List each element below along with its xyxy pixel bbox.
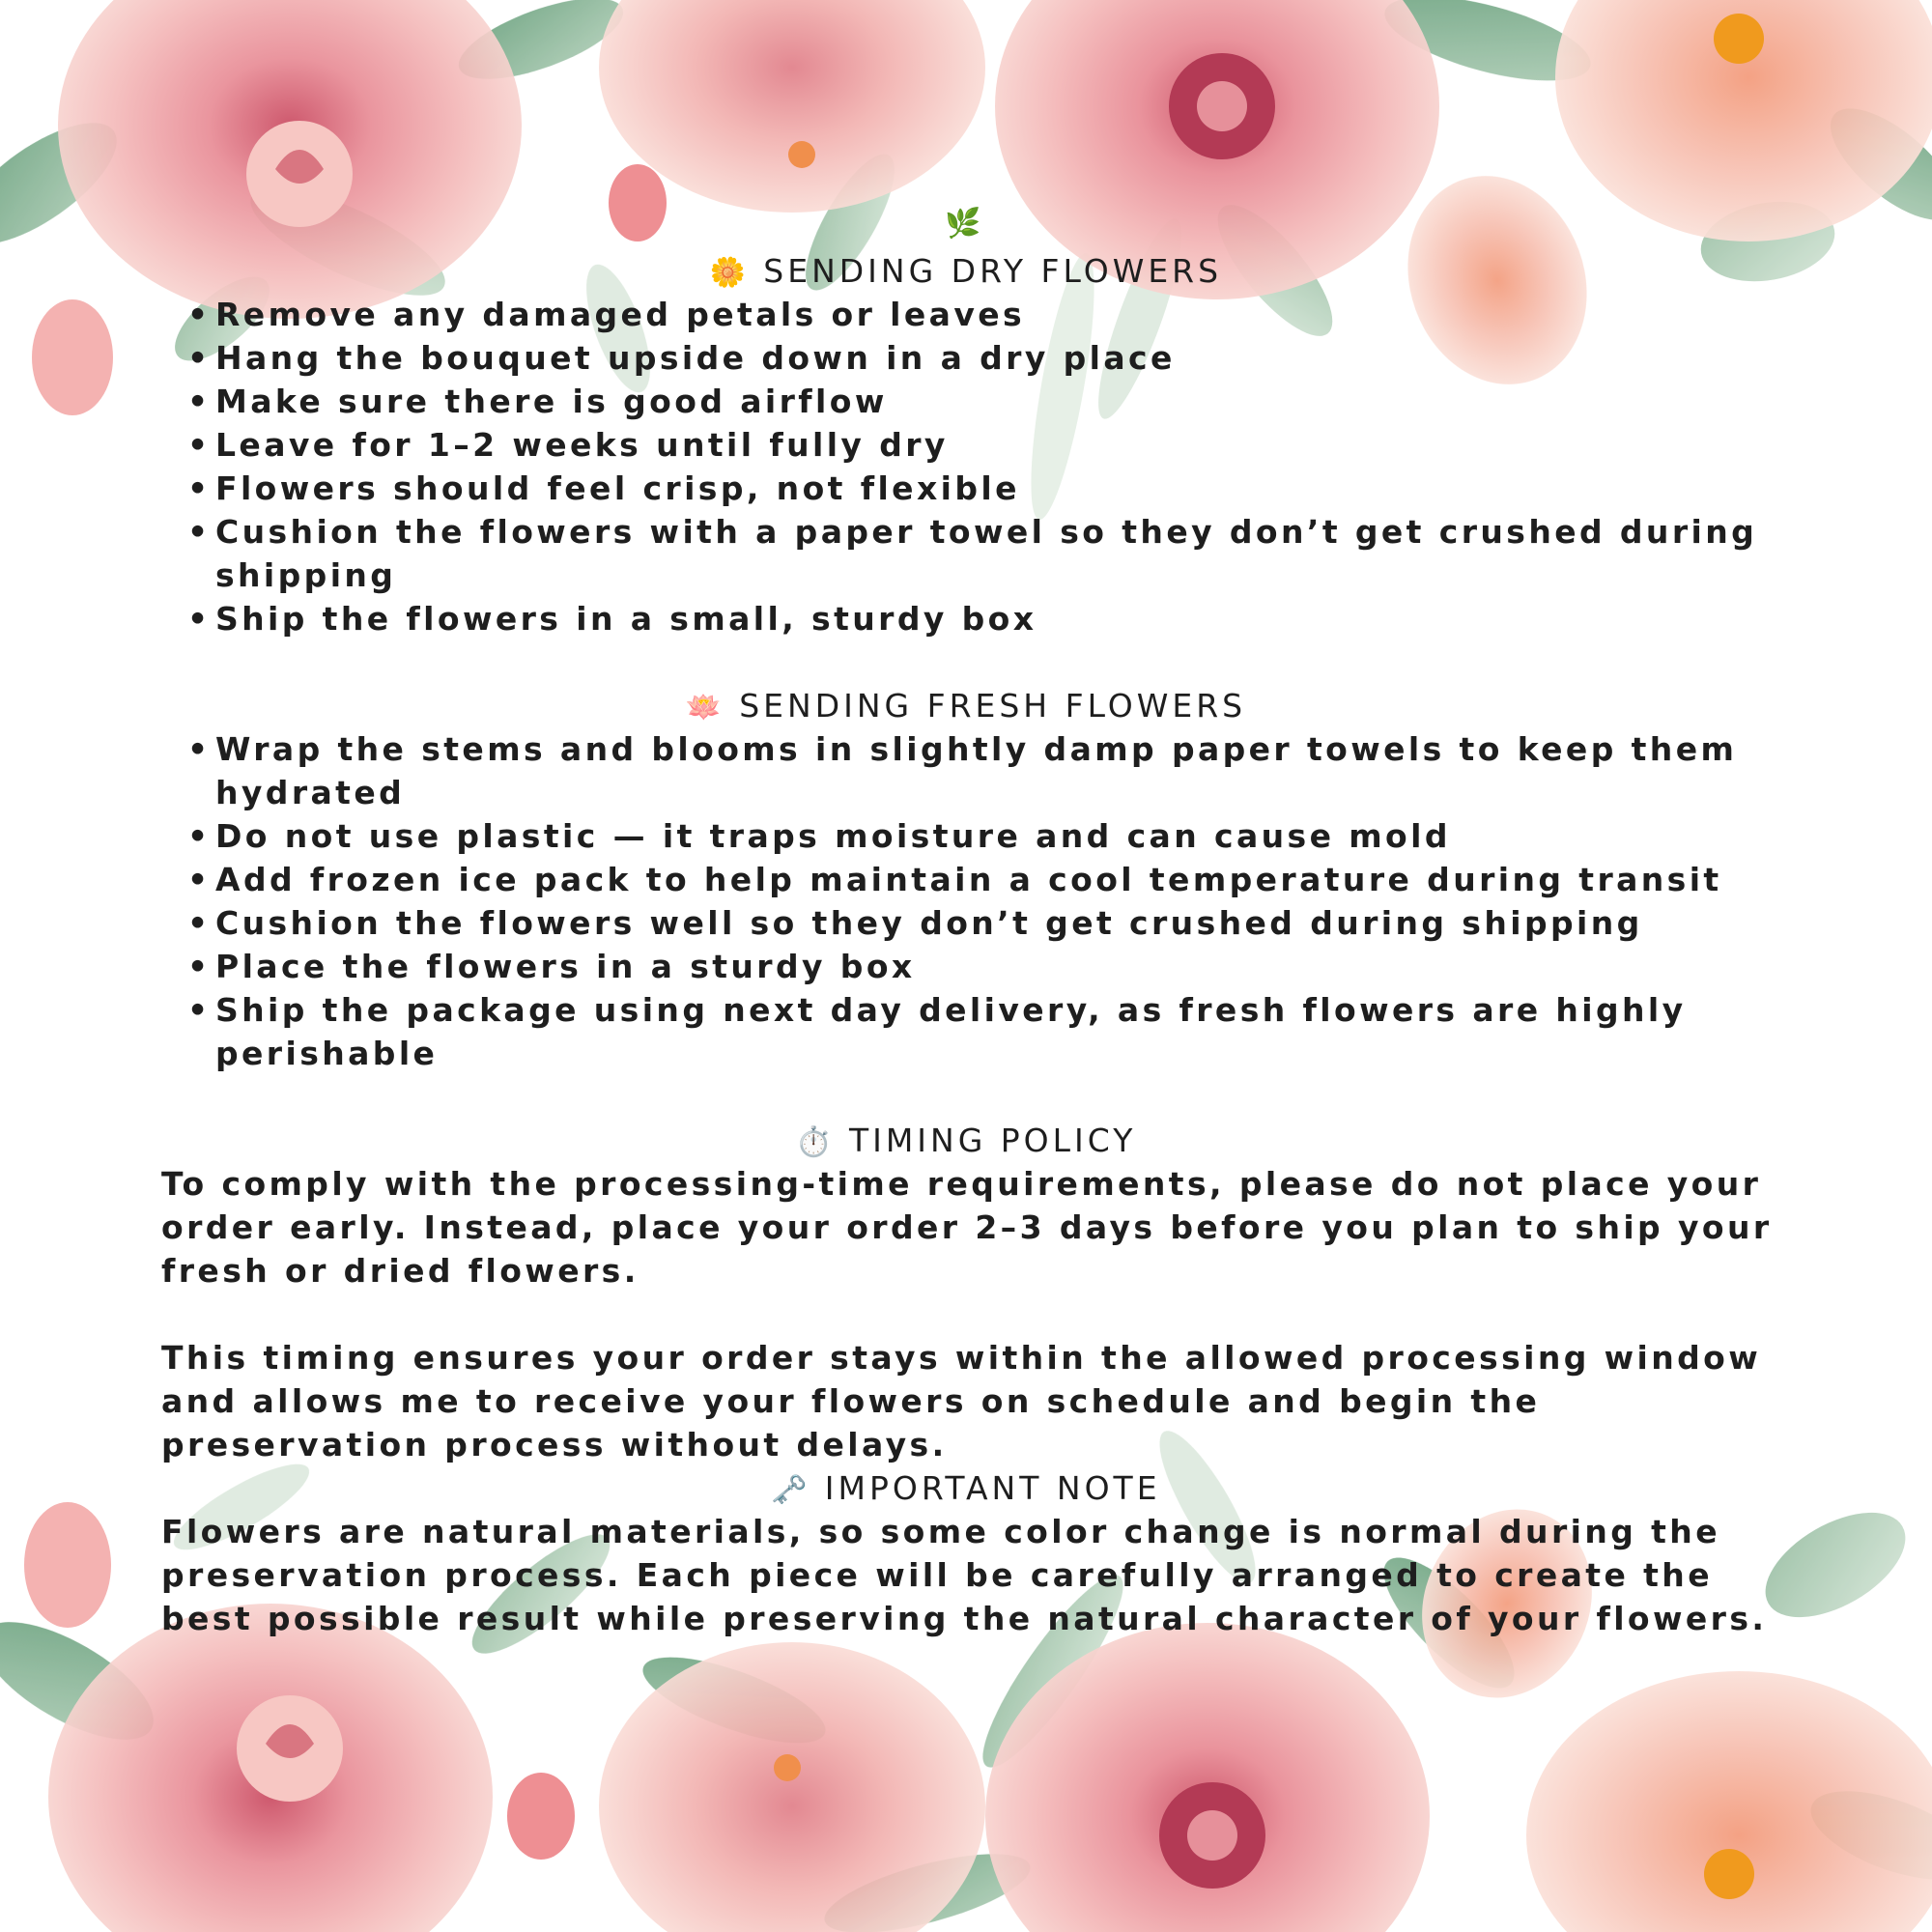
timing-paragraph-1: To comply with the processing-time requirements, please do not place your order early. Instead, place your order 2–3 days before you plan to ship your fresh or dried flowers. (161, 1165, 1773, 1290)
timing-paragraph-2: This timing ensures your order stays within the allowed processing window and allows me to receive your flowers on schedule and begin the preservation process without delays. (161, 1339, 1762, 1463)
flower-icon: 🌼 (709, 256, 751, 290)
important-note-heading: 🗝️ IMPORTANT NOTE (0, 1466, 1932, 1512)
list-item: • Flowers should feel crisp, not flexible (184, 467, 1768, 510)
list-item: • Cushion the flowers well so they don’t get crushed during shipping (184, 901, 1768, 945)
timing-policy-heading: ⏱️ TIMING POLICY (0, 1119, 1932, 1164)
list-item: • Remove any damaged petals or leaves (184, 293, 1768, 336)
list-item: • Hang the bouquet upside down in a dry place (184, 336, 1768, 380)
list-item: • Do not use plastic — it traps moisture and can cause mold (184, 814, 1768, 858)
dry-flowers-heading: 🌼 SENDING DRY FLOWERS (0, 249, 1932, 295)
fresh-flowers-heading: 🪷 SENDING FRESH FLOWERS (0, 684, 1932, 729)
list-item: • Leave for 1–2 weeks until fully dry (184, 423, 1768, 467)
list-item: • Ship the flowers in a small, sturdy box (184, 597, 1768, 640)
list-item: • Place the flowers in a sturdy box (184, 945, 1768, 988)
fresh-flowers-list (184, 727, 1768, 1075)
list-item: • Make sure there is good airflow (184, 380, 1768, 423)
list-item: • Add frozen ice pack to help maintain a cool temperature during transit (184, 858, 1768, 901)
lotus-icon: 🪷 (685, 691, 726, 724)
important-note-paragraph: Flowers are natural materials, so some color change is normal during the preservation process. Each piece will be carefully arranged to create the best possible result while preserving the natural character of your flowers. (161, 1513, 1768, 1637)
list-item: • Ship the package using next day delivery, as fresh flowers are highly perishable (184, 988, 1768, 1075)
sprout-icon: 🌿 (945, 207, 981, 241)
stopwatch-icon: ⏱️ (795, 1125, 836, 1159)
list-item: • Cushion the flowers with a paper towel so they don’t get crushed during shipping (184, 510, 1768, 597)
dry-flowers-list (184, 293, 1768, 640)
key-icon: 🗝️ (771, 1473, 811, 1507)
list-item: • Wrap the stems and blooms in slightly damp paper towels to keep them hydrated (184, 727, 1768, 814)
